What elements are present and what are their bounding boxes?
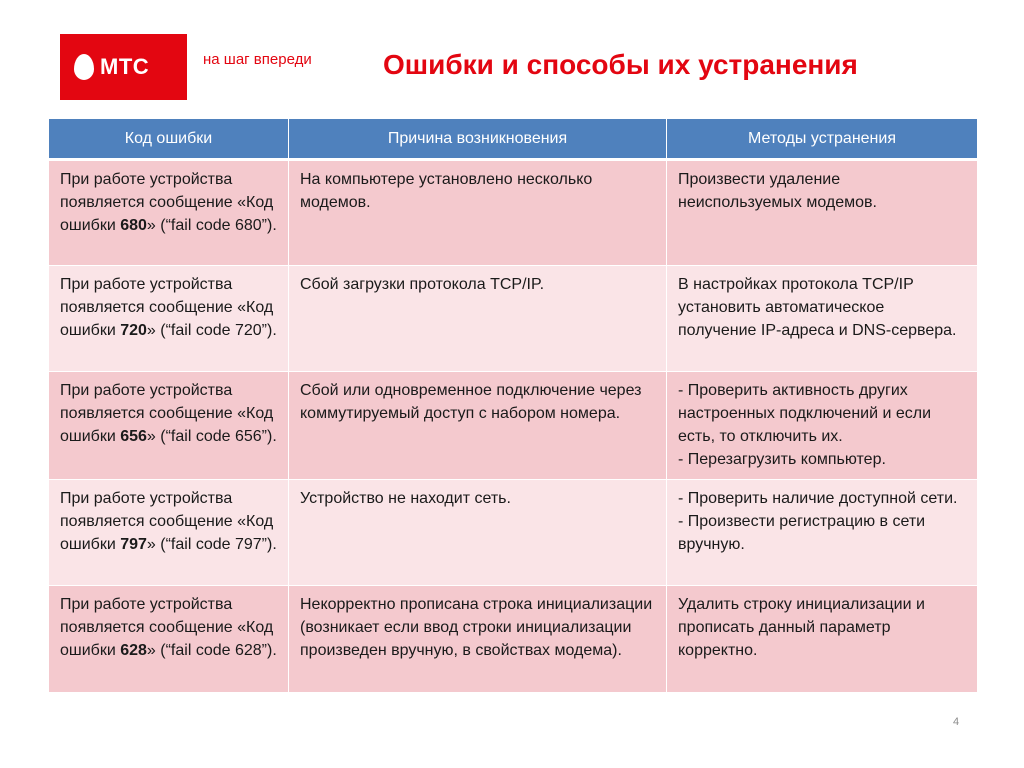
error-code-cell xyxy=(49,160,289,266)
table-row xyxy=(49,160,978,266)
column-header-cause: Причина возникновения xyxy=(289,119,667,160)
error-code-suffix: » (“fail code 680”). xyxy=(146,217,277,234)
mts-logo xyxy=(60,34,187,100)
error-code-cell xyxy=(49,480,289,586)
error-code-prefix: При работе устройства появляется сообщение «Код ошибки xyxy=(60,276,274,339)
cause-cell: Сбой загрузки протокола TCP/IP. xyxy=(289,266,667,372)
cause-cell: Некорректно прописана строка инициализации (возникает если ввод строки инициализации произведен вручную, в свойствах модема). xyxy=(289,586,667,693)
error-code-suffix: » (“fail code 656”). xyxy=(146,428,277,445)
solution-cell: - Проверить активность других настроенных подключений и если есть, то отключить их. - Перезагрузить компьютер. xyxy=(667,372,978,480)
page-number: 4 xyxy=(953,716,960,728)
column-header-code: Код ошибки xyxy=(49,119,289,160)
error-code-number: 628 xyxy=(120,642,147,659)
error-code-number: 797 xyxy=(120,536,147,553)
error-code-suffix: » (“fail code 628”). xyxy=(146,642,277,659)
error-code-prefix: При работе устройства появляется сообщение «Код ошибки xyxy=(60,171,274,234)
egg-icon xyxy=(74,54,94,80)
error-code-number: 680 xyxy=(120,217,147,234)
slogan: на шаг впереди xyxy=(203,51,312,68)
table-row xyxy=(49,586,978,693)
errors-table xyxy=(48,118,978,693)
table-row xyxy=(49,372,978,480)
error-code-number: 720 xyxy=(120,322,147,339)
cause-cell: Сбой или одновременное подключение через коммутируемый доступ с набором номера. xyxy=(289,372,667,480)
cause-cell: На компьютере установлено несколько модемов. xyxy=(289,160,667,266)
error-code-prefix: При работе устройства появляется сообщение «Код ошибки xyxy=(60,490,274,553)
solution-cell: В настройках протокола TCP/IP установить автоматическое получение IP-адреса и DNS-сервера. xyxy=(667,266,978,372)
table-row xyxy=(49,480,978,586)
error-code-suffix: » (“fail code 797”). xyxy=(146,536,277,553)
table-header-row xyxy=(49,119,978,160)
solution-cell: Удалить строку инициализации и прописать данный параметр корректно. xyxy=(667,586,978,693)
error-code-cell xyxy=(49,266,289,372)
error-code-prefix: При работе устройства появляется сообщение «Код ошибки xyxy=(60,382,274,445)
column-header-solution: Методы устранения xyxy=(667,119,978,160)
error-code-number: 656 xyxy=(120,428,147,445)
error-code-cell xyxy=(49,372,289,480)
table-row xyxy=(49,266,978,372)
solution-cell: Произвести удаление неиспользуемых модемов. xyxy=(667,160,978,266)
cause-cell: Устройство не находит сеть. xyxy=(289,480,667,586)
page-title: Ошибки и способы их устранения xyxy=(383,49,858,80)
error-code-suffix: » (“fail code 720”). xyxy=(146,322,277,339)
error-code-cell xyxy=(49,586,289,693)
logo-text: МТС xyxy=(100,54,150,79)
error-code-prefix: При работе устройства появляется сообщение «Код ошибки xyxy=(60,596,274,659)
solution-cell: - Проверить наличие доступной сети. - Произвести регистрацию в сети вручную. xyxy=(667,480,978,586)
